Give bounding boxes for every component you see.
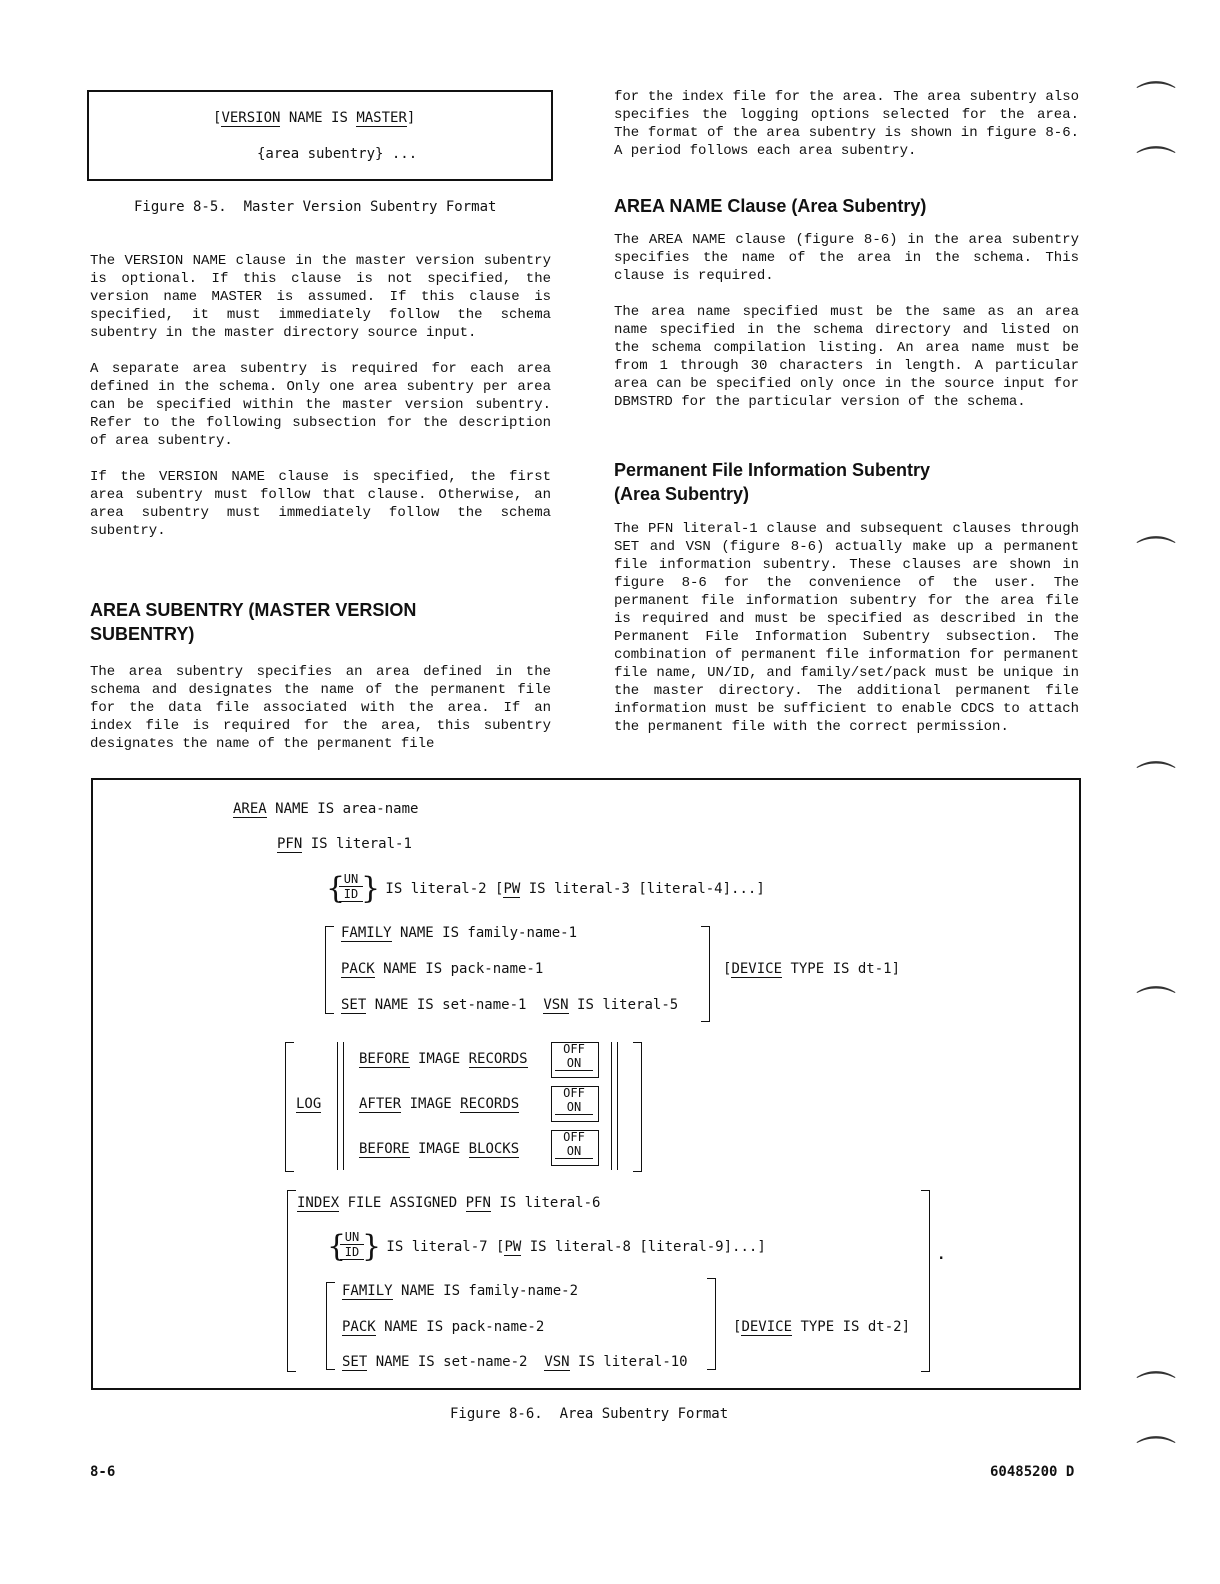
area-subentry-line: {area subentry} ... [257, 146, 418, 162]
paragraph: The VERSION NAME clause in the master version subentry is optional. If this clause is not specified, the version name MASTER is assumed. If this clause is specified, it must immediately follow the schema subentry in the master directory source input. [90, 253, 551, 341]
area-name-clause: AREA NAME IS area-name [233, 801, 419, 817]
left-column-lower [90, 663, 551, 753]
right-column-top [614, 88, 1079, 160]
brace-left: { [327, 1229, 347, 1264]
paragraph: The PFN literal-1 clause and subsequent clauses through SET and VSN (figure 8-6) actually make up a permanent file information subentry. These clauses are shown in figure 8-6 for the convenience of the user. The permanent file information subentry for the area file is required and must be specified as described in the Permanent File Information Subentry subsection. The combination of permanent file information for permanent file name, UN/ID, and family/set/pack must be unique in the master directory. The additional permanent file information must be sufficient to enable CDCS to attach the permanent file with the correct permission. [614, 521, 1079, 735]
binder-mark: ⌒ [1136, 534, 1176, 580]
binder-mark: ⌒ [1136, 984, 1176, 1030]
vertical-bar [343, 1042, 344, 1170]
device-clause-1: [DEVICE TYPE IS dt-1] [723, 961, 901, 977]
index-bracket-right [921, 1190, 930, 1372]
figure-8-6-caption: Figure 8-6. Area Subentry Format [450, 1406, 729, 1422]
binder-mark: ⌒ [1136, 759, 1176, 805]
section-heading-area-subentry: AREA SUBENTRY (MASTER VERSION SUBENTRY) [90, 600, 417, 644]
unid-clause-2: IS literal-7 [PW IS literal-8 [literal-9]...] [378, 1239, 766, 1255]
heading-line: (Area Subentry) [614, 484, 750, 504]
off-on-values: OFF ON [555, 1086, 593, 1115]
terminating-period: . [937, 1247, 946, 1263]
un-id-choice: UN ID [339, 872, 363, 902]
before-image-blocks: BEFORE IMAGE BLOCKS [359, 1141, 520, 1157]
bracket-right [707, 1278, 716, 1370]
off-on-values: OFF ON [555, 1042, 593, 1071]
paragraph: The AREA NAME clause (figure 8-6) in the area subentry specifies the name of the area in the schema. This clause is required. [614, 232, 1079, 284]
index-clause: INDEX FILE ASSIGNED PFN IS literal-6 [297, 1195, 601, 1211]
log-keyword: LOG [296, 1096, 322, 1112]
right-column-mid [614, 231, 1079, 411]
paragraph: for the index file for the area. The area subentry also specifies the logging options selected for the area. The format of the area subentry is shown in figure 8-6. A period follows each area subentry. [614, 89, 1079, 159]
figure-8-5-box [87, 90, 553, 181]
log-bracket-left [285, 1042, 294, 1172]
subsection-heading-area-name: AREA NAME Clause (Area Subentry) [614, 196, 927, 216]
pack-clause-1: PACK NAME IS pack-name-1 [341, 961, 544, 977]
binder-mark: ⌒ [1136, 144, 1176, 190]
device-clause-2: [DEVICE TYPE IS dt-2] [733, 1319, 911, 1335]
right-column-lower [614, 520, 1079, 736]
binder-mark: ⌒ [1136, 79, 1176, 125]
family-clause-1: FAMILY NAME IS family-name-1 [341, 925, 578, 941]
brace-left: { [326, 871, 346, 906]
page-number: 8-6 [90, 1464, 116, 1480]
binder-mark: ⌒ [1136, 1434, 1176, 1480]
figure-8-6-box [91, 778, 1081, 1390]
vertical-bar [337, 1042, 338, 1170]
bracket-right [701, 926, 710, 1022]
vertical-bar [611, 1042, 612, 1170]
document-number: 60485200 D [990, 1464, 1075, 1480]
un-id-choice: UN ID [340, 1230, 364, 1260]
unid-clause-1: IS literal-2 [PW IS literal-3 [literal-4]...] [377, 881, 765, 897]
after-image-records: AFTER IMAGE RECORDS [359, 1096, 520, 1112]
pfn-clause: PFN IS literal-1 [277, 836, 412, 852]
heading-line: Permanent File Information Subentry [614, 460, 931, 480]
family-clause-2: FAMILY NAME IS family-name-2 [342, 1283, 579, 1299]
bracket-left [326, 1282, 335, 1370]
off-on-values: OFF ON [555, 1130, 593, 1159]
log-bracket-right [633, 1042, 642, 1172]
set-clause-2: SET NAME IS set-name-2 VSN IS literal-10 [342, 1354, 688, 1370]
vertical-bar [617, 1042, 618, 1170]
bracket-left [325, 926, 334, 1014]
paragraph: A separate area subentry is required for each area defined in the schema. Only one area subentry per area can be specified within the master version subentry. Refer to the following subsection for the description of area subentry. [90, 361, 551, 449]
left-column [90, 252, 551, 540]
binder-mark: ⌒ [1136, 1369, 1176, 1415]
paragraph: If the VERSION NAME clause is specified, the first area subentry must follow that clause. Otherwise, an area subentry must immediately follow the schema subentry. [90, 469, 551, 539]
brace-right: } [362, 1229, 382, 1264]
paragraph: The area subentry specifies an area defined in the schema and designates the name of the permanent file for the data file associated with the area. If an index file is required for the area, this subentry designates the name of the permanent file [90, 664, 551, 752]
brace-right: } [361, 871, 381, 906]
set-clause-1: SET NAME IS set-name-1 VSN IS literal-5 [341, 997, 679, 1013]
index-bracket-left [287, 1190, 296, 1372]
subsection-heading-pfi [614, 458, 930, 506]
before-image-records: BEFORE IMAGE RECORDS [359, 1051, 528, 1067]
pack-clause-2: PACK NAME IS pack-name-2 [342, 1319, 545, 1335]
paragraph: The area name specified must be the same as an area name specified in the schema directory and listed on the schema compilation listing. An area name must be from 1 through 30 characters in length. A particular area can be specified only once in the source input for DBMSTRD for the particular version of the schema. [614, 304, 1079, 410]
figure-8-5-caption: Figure 8-5. Master Version Subentry Format [134, 199, 497, 215]
version-name-line: [VERSION NAME IS MASTER] [213, 110, 416, 126]
